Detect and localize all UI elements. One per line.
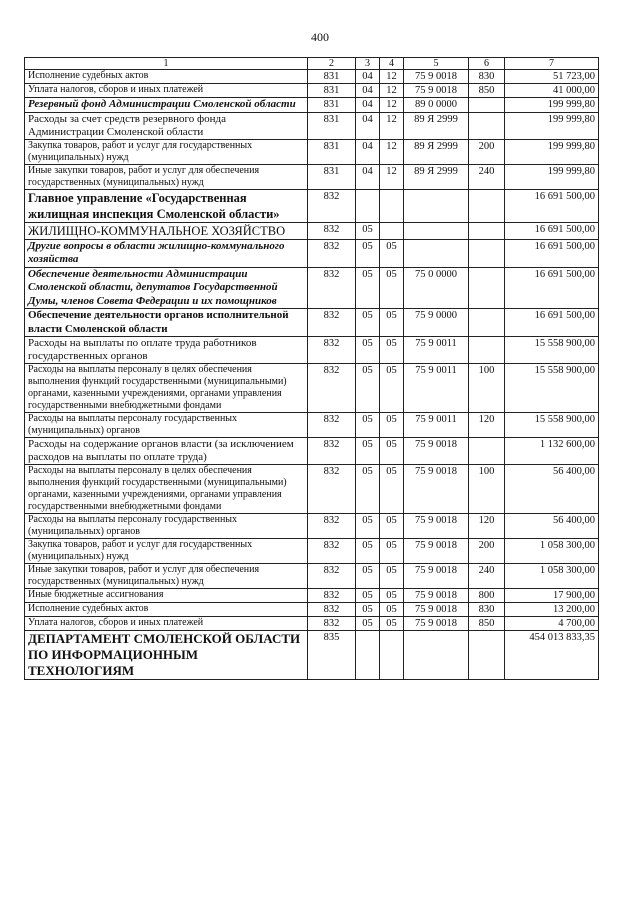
cell-section: 05 [356, 413, 380, 438]
cell-section: 04 [356, 98, 380, 113]
row-description: Обеспечение деятельности Администрации Смоленской области, депутатов Государственной Думы, членов Совета Федерации и их помощников [25, 267, 308, 309]
table-row [25, 164, 599, 189]
cell-subsection: 12 [380, 84, 404, 98]
cell-amount: 454 013 833,35 [505, 631, 599, 680]
cell-subsection: 05 [380, 603, 404, 617]
row-description: Расходы за счет средств резервного фонда Администрации Смоленской области [25, 112, 308, 139]
table-row [25, 98, 599, 113]
cell-expense-type [469, 631, 505, 680]
cell-target-article: 75 9 0011 [404, 337, 469, 364]
row-description: ДЕПАРТАМЕНТ СМОЛЕНСКОЙ ОБЛАСТИ ПО ИНФОРМАЦИОННЫМ ТЕХНОЛОГИЯМ [25, 631, 308, 680]
cell-section: 05 [356, 589, 380, 603]
cell-section: 04 [356, 164, 380, 189]
cell-expense-type [469, 309, 505, 337]
cell-amount: 4 700,00 [505, 617, 599, 631]
table-row [25, 112, 599, 139]
cell-subsection: 05 [380, 617, 404, 631]
cell-amount: 199 999,80 [505, 98, 599, 113]
cell-section: 05 [356, 465, 380, 514]
row-description: Иные закупки товаров, работ и услуг для обеспечения государственных (муниципальных) нужд [25, 564, 308, 589]
cell-subsection: 05 [380, 438, 404, 465]
table-row [25, 222, 599, 239]
cell-expense-type: 200 [469, 139, 505, 164]
cell-admin-code: 832 [308, 539, 356, 564]
cell-admin-code: 832 [308, 603, 356, 617]
cell-target-article: 75 9 0018 [404, 539, 469, 564]
table-row [25, 364, 599, 413]
row-description: Резервный фонд Администрации Смоленской области [25, 98, 308, 113]
column-header: 5 [404, 58, 469, 70]
cell-section: 05 [356, 267, 380, 309]
cell-target-article [404, 631, 469, 680]
cell-amount: 16 691 500,00 [505, 267, 599, 309]
cell-amount: 1 058 300,00 [505, 564, 599, 589]
row-description: Расходы на выплаты персоналу государственных (муниципальных) органов [25, 413, 308, 438]
cell-subsection: 05 [380, 589, 404, 603]
cell-amount: 16 691 500,00 [505, 222, 599, 239]
cell-admin-code: 832 [308, 589, 356, 603]
column-header: 7 [505, 58, 599, 70]
cell-expense-type: 200 [469, 539, 505, 564]
table-row [25, 438, 599, 465]
row-description: Расходы на выплаты по оплате труда работников государственных органов [25, 337, 308, 364]
cell-admin-code: 832 [308, 617, 356, 631]
cell-section: 05 [356, 617, 380, 631]
column-header: 3 [356, 58, 380, 70]
row-description: Закупка товаров, работ и услуг для государственных (муниципальных) нужд [25, 539, 308, 564]
cell-admin-code: 832 [308, 239, 356, 267]
cell-amount: 16 691 500,00 [505, 239, 599, 267]
cell-amount: 199 999,80 [505, 139, 599, 164]
cell-target-article: 89 Я 2999 [404, 112, 469, 139]
table-row [25, 465, 599, 514]
cell-subsection: 12 [380, 112, 404, 139]
cell-section [356, 189, 380, 222]
cell-target-article: 75 9 0018 [404, 70, 469, 84]
cell-expense-type [469, 438, 505, 465]
cell-admin-code: 831 [308, 139, 356, 164]
table-row [25, 337, 599, 364]
cell-section: 04 [356, 139, 380, 164]
cell-admin-code: 832 [308, 564, 356, 589]
cell-amount: 13 200,00 [505, 603, 599, 617]
cell-target-article: 75 9 0018 [404, 617, 469, 631]
cell-subsection: 12 [380, 98, 404, 113]
cell-admin-code: 832 [308, 465, 356, 514]
cell-section: 05 [356, 603, 380, 617]
table-row [25, 239, 599, 267]
column-header: 4 [380, 58, 404, 70]
cell-section: 04 [356, 84, 380, 98]
column-header: 1 [25, 58, 308, 70]
cell-target-article [404, 239, 469, 267]
cell-admin-code: 832 [308, 438, 356, 465]
cell-section: 05 [356, 337, 380, 364]
cell-target-article: 89 0 0000 [404, 98, 469, 113]
cell-target-article: 75 9 0018 [404, 514, 469, 539]
cell-target-article [404, 189, 469, 222]
cell-admin-code: 831 [308, 164, 356, 189]
cell-admin-code: 832 [308, 189, 356, 222]
cell-expense-type: 240 [469, 164, 505, 189]
row-description: Закупка товаров, работ и услуг для государственных (муниципальных) нужд [25, 139, 308, 164]
cell-expense-type: 100 [469, 364, 505, 413]
cell-subsection [380, 631, 404, 680]
row-description: Исполнение судебных актов [25, 603, 308, 617]
cell-amount: 1 132 600,00 [505, 438, 599, 465]
cell-expense-type: 800 [469, 589, 505, 603]
cell-expense-type [469, 267, 505, 309]
cell-admin-code: 832 [308, 309, 356, 337]
table-row [25, 514, 599, 539]
cell-target-article: 75 9 0000 [404, 309, 469, 337]
table-row [25, 189, 599, 222]
cell-subsection: 05 [380, 564, 404, 589]
cell-amount: 41 000,00 [505, 84, 599, 98]
cell-subsection: 05 [380, 364, 404, 413]
cell-subsection: 05 [380, 239, 404, 267]
cell-subsection: 05 [380, 309, 404, 337]
cell-amount: 15 558 900,00 [505, 364, 599, 413]
cell-section: 05 [356, 239, 380, 267]
cell-expense-type [469, 222, 505, 239]
cell-admin-code: 832 [308, 222, 356, 239]
cell-expense-type: 100 [469, 465, 505, 514]
cell-amount: 15 558 900,00 [505, 413, 599, 438]
row-description: Обеспечение деятельности органов исполнительной власти Смоленской области [25, 309, 308, 337]
cell-admin-code: 832 [308, 267, 356, 309]
row-description: Уплата налогов, сборов и иных платежей [25, 84, 308, 98]
cell-admin-code: 831 [308, 70, 356, 84]
cell-subsection: 05 [380, 539, 404, 564]
cell-section: 05 [356, 539, 380, 564]
cell-expense-type [469, 112, 505, 139]
cell-admin-code: 832 [308, 413, 356, 438]
table-row [25, 413, 599, 438]
cell-amount: 51 723,00 [505, 70, 599, 84]
cell-admin-code: 832 [308, 364, 356, 413]
row-description: Иные бюджетные ассигнования [25, 589, 308, 603]
cell-amount: 56 400,00 [505, 465, 599, 514]
cell-subsection [380, 189, 404, 222]
cell-target-article: 75 0 0000 [404, 267, 469, 309]
page-number: 400 [311, 30, 329, 44]
cell-expense-type: 850 [469, 84, 505, 98]
table-row [25, 603, 599, 617]
cell-section: 05 [356, 514, 380, 539]
cell-target-article: 89 Я 2999 [404, 164, 469, 189]
cell-subsection: 12 [380, 70, 404, 84]
table-row [25, 617, 599, 631]
cell-expense-type: 830 [469, 603, 505, 617]
cell-target-article: 75 9 0018 [404, 84, 469, 98]
cell-expense-type [469, 189, 505, 222]
cell-admin-code: 832 [308, 514, 356, 539]
cell-subsection: 12 [380, 164, 404, 189]
table-row [25, 631, 599, 680]
cell-subsection: 05 [380, 465, 404, 514]
cell-expense-type: 850 [469, 617, 505, 631]
row-description: Иные закупки товаров, работ и услуг для обеспечения государственных (муниципальных) нужд [25, 164, 308, 189]
cell-target-article [404, 222, 469, 239]
cell-amount: 199 999,80 [505, 164, 599, 189]
cell-expense-type [469, 337, 505, 364]
cell-amount: 16 691 500,00 [505, 189, 599, 222]
row-description: Уплата налогов, сборов и иных платежей [25, 617, 308, 631]
row-description: Главное управление «Государственная жилищная инспекция Смоленской области» [25, 189, 308, 222]
budget-table [24, 57, 599, 680]
cell-expense-type: 830 [469, 70, 505, 84]
row-description: Расходы на выплаты персоналу в целях обеспечения выполнения функций государственными (муниципальными) органами, казенными учреждениями, органами управления государственными внебюджетными фондами [25, 364, 308, 413]
cell-admin-code: 831 [308, 98, 356, 113]
cell-target-article: 75 9 0018 [404, 589, 469, 603]
table-row [25, 139, 599, 164]
cell-expense-type [469, 239, 505, 267]
cell-subsection: 05 [380, 337, 404, 364]
cell-section [356, 631, 380, 680]
column-header: 6 [469, 58, 505, 70]
cell-target-article: 75 9 0011 [404, 413, 469, 438]
cell-section: 05 [356, 309, 380, 337]
row-description: Расходы на содержание органов власти (за исключением расходов на выплаты по оплате труда) [25, 438, 308, 465]
cell-expense-type: 120 [469, 514, 505, 539]
row-description: Расходы на выплаты персоналу в целях обеспечения выполнения функций государственными (муниципальными) органами, казенными учреждениями, органами управления государственными внебюджетными фондами [25, 465, 308, 514]
table-row [25, 70, 599, 84]
table-row [25, 539, 599, 564]
table-row [25, 84, 599, 98]
cell-section: 05 [356, 222, 380, 239]
row-description: Исполнение судебных актов [25, 70, 308, 84]
cell-expense-type: 120 [469, 413, 505, 438]
row-description: Другие вопросы в области жилищно-коммунального хозяйства [25, 239, 308, 267]
cell-admin-code: 832 [308, 337, 356, 364]
row-description: Расходы на выплаты персоналу государственных (муниципальных) органов [25, 514, 308, 539]
cell-section: 05 [356, 364, 380, 413]
cell-subsection [380, 222, 404, 239]
cell-expense-type: 240 [469, 564, 505, 589]
row-description: ЖИЛИЩНО-КОММУНАЛЬНОЕ ХОЗЯЙСТВО [25, 222, 308, 239]
cell-amount: 17 900,00 [505, 589, 599, 603]
cell-subsection: 05 [380, 413, 404, 438]
cell-subsection: 12 [380, 139, 404, 164]
cell-admin-code: 831 [308, 112, 356, 139]
cell-target-article: 75 9 0018 [404, 603, 469, 617]
cell-amount: 56 400,00 [505, 514, 599, 539]
table-row [25, 589, 599, 603]
cell-amount: 1 058 300,00 [505, 539, 599, 564]
cell-section: 05 [356, 564, 380, 589]
cell-expense-type [469, 98, 505, 113]
cell-target-article: 75 9 0011 [404, 364, 469, 413]
table-row [25, 309, 599, 337]
cell-admin-code: 835 [308, 631, 356, 680]
table-row [25, 564, 599, 589]
cell-section: 04 [356, 70, 380, 84]
cell-subsection: 05 [380, 267, 404, 309]
table-row [25, 267, 599, 309]
cell-target-article: 75 9 0018 [404, 564, 469, 589]
cell-section: 05 [356, 438, 380, 465]
cell-target-article: 75 9 0018 [404, 438, 469, 465]
column-header: 2 [308, 58, 356, 70]
cell-amount: 16 691 500,00 [505, 309, 599, 337]
cell-section: 04 [356, 112, 380, 139]
cell-target-article: 89 Я 2999 [404, 139, 469, 164]
cell-admin-code: 831 [308, 84, 356, 98]
cell-amount: 199 999,80 [505, 112, 599, 139]
table-header-row [25, 58, 599, 70]
cell-target-article: 75 9 0018 [404, 465, 469, 514]
cell-subsection: 05 [380, 514, 404, 539]
table-body [25, 70, 599, 680]
cell-amount: 15 558 900,00 [505, 337, 599, 364]
